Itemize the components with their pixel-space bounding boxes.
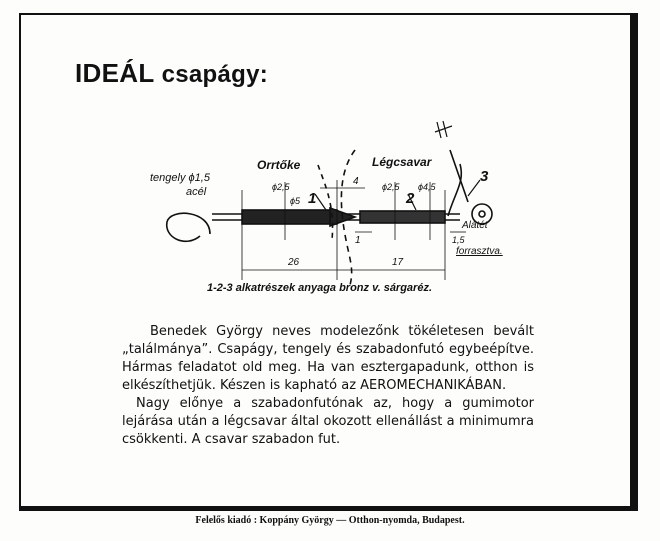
label-acel: acél — [186, 186, 207, 198]
label-orrtoke: Orrtőke — [257, 158, 301, 172]
page-title — [75, 58, 268, 89]
label-legcsavar: Légcsavar — [372, 155, 432, 169]
title-bold: IDEÁL — [75, 58, 155, 88]
article-body — [122, 323, 534, 449]
label-d25a: ϕ2,5 — [272, 182, 290, 192]
label-n15: 1,5 — [452, 235, 465, 245]
label-n26: 26 — [288, 257, 300, 268]
diagram-caption: 1-2-3 alkatrészek anyaga bronz v. sárgaréz. — [207, 282, 433, 294]
left-hook — [167, 213, 210, 241]
bearing-diagram — [150, 110, 530, 310]
nose-block — [242, 210, 337, 224]
label-d45: ϕ4,5 — [418, 182, 436, 192]
title-rest: csapágy: — [161, 61, 269, 88]
label-d5: ϕ5 — [290, 196, 301, 206]
paragraph-1: Benedek György neves modelezőnk tökéletesen bevált „találmánya”. Csapágy, tengely és szabadonfutó egybeépítve. Hármas feladatot old meg. Ha van esztergapadunk, otthon is elkészíthetjük. Készen is kapható az AEROMECHANIKÁBAN. — [122, 324, 534, 393]
pin — [450, 150, 468, 202]
label-alatet: Alátét — [462, 220, 488, 231]
border-shadow-bottom — [19, 506, 638, 511]
label-n2: 2 — [406, 190, 415, 207]
label-forrasztva: forrasztva. — [456, 246, 503, 257]
right-hook-hole — [479, 211, 485, 217]
label-n3: 3 — [480, 168, 489, 185]
prop-sleeve — [360, 211, 445, 223]
spring-wire — [448, 164, 461, 216]
footer-imprint: Felelős kiadó : Koppány György — Otthon-nyomda, Budapest. — [195, 515, 465, 526]
label-tengely: tengely ϕ1,5 — [150, 172, 210, 184]
label-n1: 1 — [308, 190, 317, 207]
label-d25b: ϕ2,5 — [382, 182, 400, 192]
border-shadow-right — [630, 13, 638, 508]
label-n4: 4 — [353, 176, 359, 187]
paragraph-2: Nagy előnye a szabadonfutónak az, hogy a gumimotor lejárása után a légcsavar által okozott ellenállást a minimumra csökkenti. A csavar szabadon fut. — [122, 396, 534, 447]
diagram-drawing — [150, 110, 530, 310]
label-n1-small: 1 — [355, 235, 361, 246]
label-n17: 17 — [392, 257, 404, 268]
